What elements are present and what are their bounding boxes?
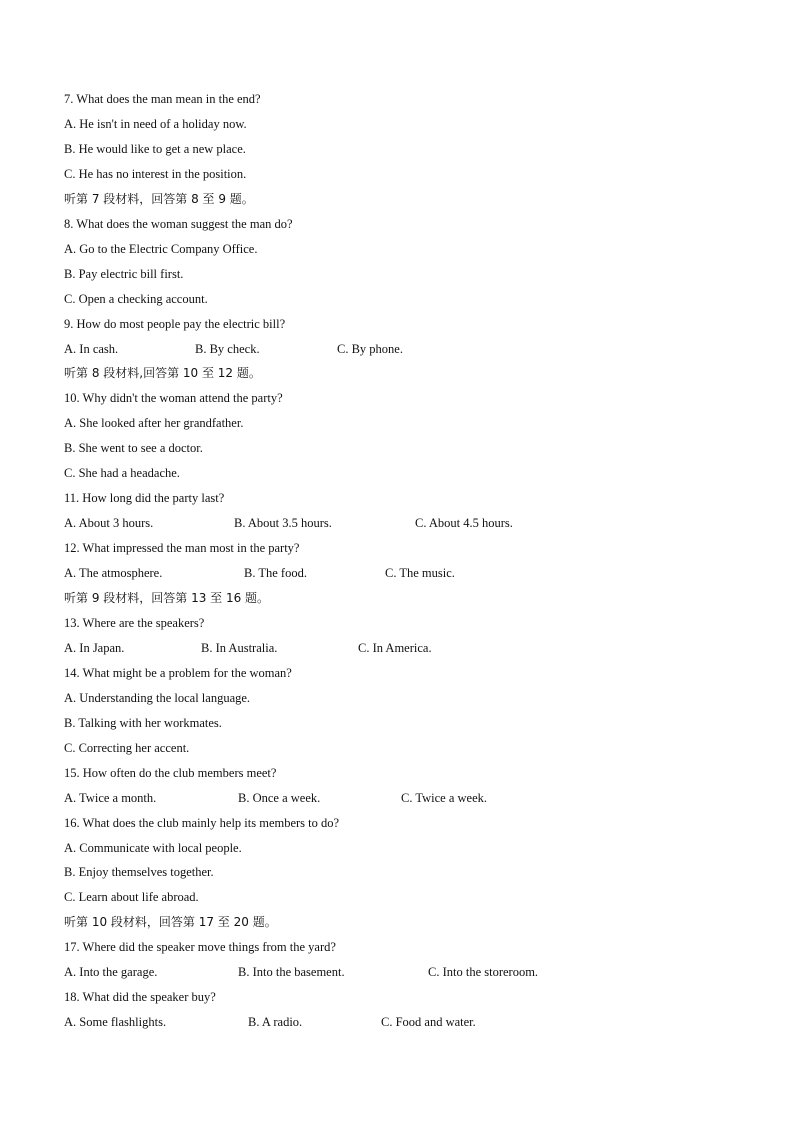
answer-option: B. About 3.5 hours.: [234, 516, 332, 531]
question-text: 11. How long did the party last?: [64, 491, 225, 506]
question-text: 18. What did the speaker buy?: [64, 990, 216, 1005]
answer-option: A. He isn't in need of a holiday now.: [64, 116, 247, 131]
answer-option: C. Food and water.: [381, 1015, 476, 1030]
answer-option: A. The atmosphere.: [64, 566, 163, 581]
question-text: 8. What does the woman suggest the man do?: [64, 216, 293, 231]
answer-option: C. She had a headache.: [64, 466, 180, 481]
answer-option: C. He has no interest in the position.: [64, 166, 247, 181]
answer-option: B. By check.: [195, 341, 260, 356]
answer-option: A. She looked after her grandfather.: [64, 416, 244, 431]
answer-option: C. Into the storeroom.: [428, 965, 539, 980]
answer-option: B. In Australia.: [201, 640, 278, 655]
answer-option: C. Twice a week.: [401, 790, 488, 805]
answer-option: C. Learn about life abroad.: [64, 890, 199, 905]
section-instruction: 听第 7 段材料，回答第 8 至 9 题。: [64, 191, 254, 206]
question-text: 17. Where did the speaker move things from the yard?: [64, 940, 336, 955]
answer-option: A. Communicate with local people.: [64, 840, 242, 855]
answer-option: A. About 3 hours.: [64, 516, 154, 531]
question-text: 16. What does the club mainly help its members to do?: [64, 815, 340, 830]
answer-option: C. About 4.5 hours.: [415, 516, 513, 531]
answer-option: B. The food.: [244, 566, 307, 581]
answer-option: A. Understanding the local language.: [64, 690, 251, 705]
answer-option: C. Correcting her accent.: [64, 740, 190, 755]
section-instruction: 听第 9 段材料，回答第 13 至 16 题。: [64, 591, 270, 605]
answer-option: A. Go to the Electric Company Office.: [64, 241, 258, 256]
answer-option: C. In America.: [358, 640, 432, 655]
answer-option: A. Into the garage.: [64, 965, 158, 980]
answer-option: C. Open a checking account.: [64, 291, 208, 306]
question-text: 10. Why didn't the woman attend the party?: [64, 391, 283, 406]
question-text: 7. What does the man mean in the end?: [64, 92, 261, 106]
answer-option: A. Some flashlights.: [64, 1015, 167, 1030]
question-text: 13. Where are the speakers?: [64, 615, 205, 630]
question-text: 12. What impressed the man most in the party?: [64, 541, 300, 556]
question-text: 14. What might be a problem for the woman?: [64, 665, 292, 680]
answer-option: C. The music.: [385, 566, 455, 581]
answer-option: A. In cash.: [64, 341, 119, 356]
answer-option: B. Into the basement.: [238, 965, 345, 980]
question-text: 15. How often do the club members meet?: [64, 765, 277, 780]
answer-option: B. A radio.: [248, 1015, 303, 1030]
answer-option: A. In Japan.: [64, 640, 125, 655]
section-instruction: 听第 10 段材料，回答第 17 至 20 题。: [64, 915, 277, 930]
answer-option: B. Enjoy themselves together.: [64, 865, 214, 880]
answer-option: B. She went to see a doctor.: [64, 441, 203, 456]
answer-option: C. By phone.: [337, 341, 403, 356]
answer-option: B. Pay electric bill first.: [64, 266, 184, 281]
answer-option: B. Once a week.: [238, 790, 321, 805]
section-instruction: 听第 8 段材料,回答第 10 至 12 题。: [64, 366, 261, 381]
question-text: 9. How do most people pay the electric bill?: [64, 316, 286, 331]
answer-option: B. Talking with her workmates.: [64, 715, 222, 730]
answer-option: A. Twice a month.: [64, 790, 157, 805]
answer-option: B. He would like to get a new place.: [64, 141, 246, 156]
